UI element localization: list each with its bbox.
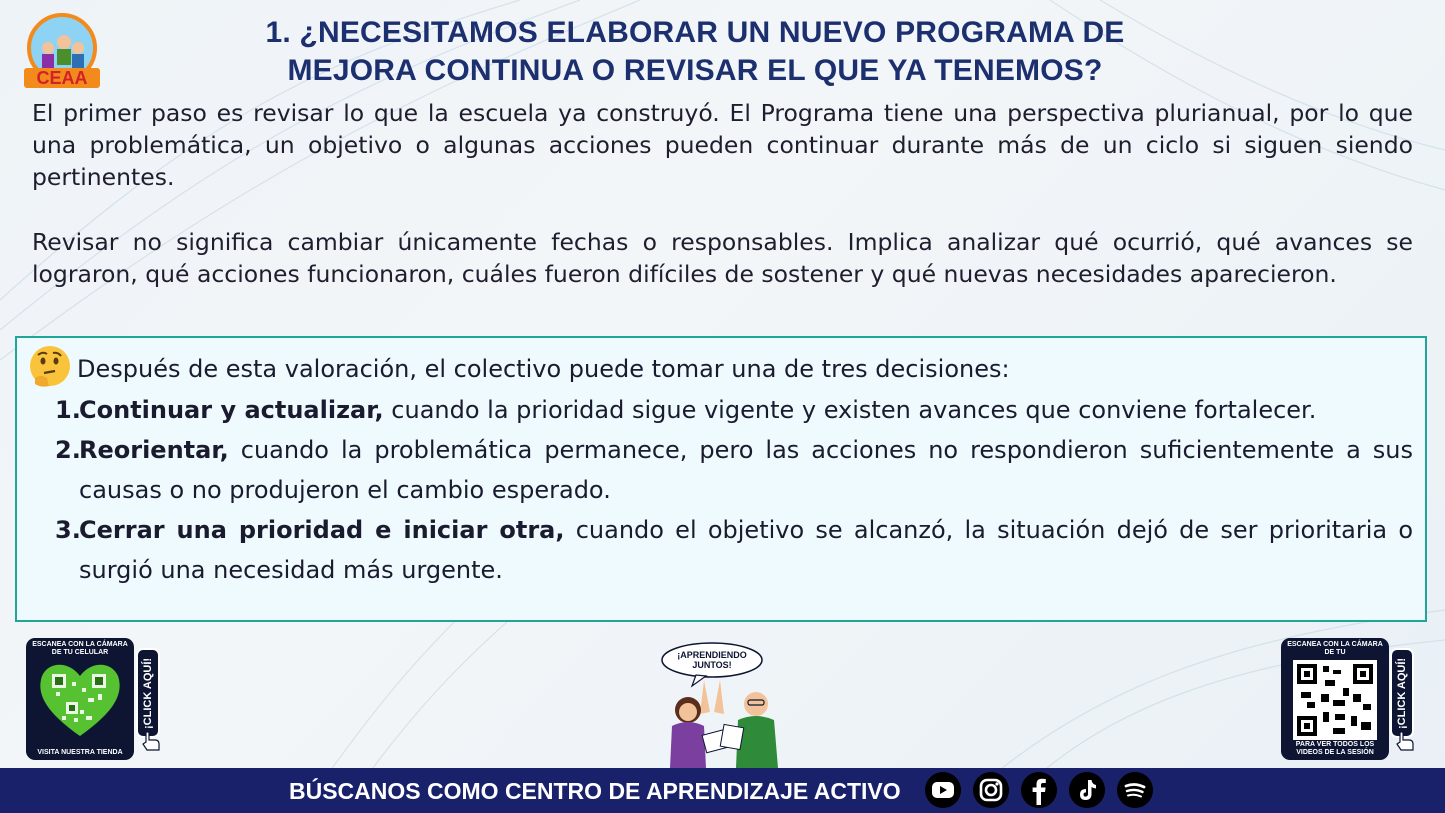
decision-text: [79, 390, 1413, 430]
mascot-bubble-line: ¡APRENDIENDO: [677, 650, 747, 660]
decision-description: cuando la prioridad sigue vigente y existen avances que conviene fortalecer.: [383, 396, 1317, 424]
decisions-list: [55, 390, 1413, 590]
title-line-2: MEJORA CONTINUA O REVISAR EL QUE YA TENEMOS?: [287, 54, 1103, 87]
facebook-icon[interactable]: [1021, 772, 1057, 808]
qr-right-caption-top: ESCANEA CON LA CÁMARA DE TU: [1287, 641, 1383, 656]
qr-right-caption-bottom: PARA VER TODOS LOS VIDEOS DE LA SESIÓN: [1295, 741, 1375, 756]
mascot-bubble-line: JUNTOS!: [692, 660, 732, 670]
decision-item: [55, 430, 1413, 510]
footer-bar: [0, 768, 1445, 813]
decision-description: cuando la problemática permanece, pero las acciones no respondieron suficientemente a sus causas o no produjeron el cambio esperado.: [79, 436, 1413, 504]
decision-title: Continuar y actualizar,: [79, 396, 384, 424]
title-line-1: 1. ¿NECESITAMOS ELABORAR UN NUEVO PROGRAMA DE: [265, 16, 1125, 49]
videos-qr-card[interactable]: [1281, 638, 1389, 760]
pointing-hand-icon: [1394, 730, 1416, 752]
decision-title: Reorientar,: [79, 436, 229, 464]
qr-code[interactable]: [1293, 660, 1377, 740]
decision-item: [55, 510, 1413, 590]
ceaa-logo: [18, 12, 106, 92]
footer-text: BÚSCANOS COMO CENTRO DE APRENDIZAJE ACTIVO: [289, 778, 901, 804]
decision-number: 2.: [55, 436, 81, 464]
qr-left-caption-bottom: VISITA NUESTRA TIENDA: [37, 749, 123, 756]
pointing-hand-icon: [140, 730, 162, 752]
page-title: [200, 14, 1190, 90]
decision-item: [55, 390, 1413, 430]
decisions-box: [15, 336, 1427, 622]
decisions-intro: Después de esta valoración, el colectivo puede tomar una de tres decisiones:: [77, 355, 1010, 383]
decision-number: 1.: [55, 396, 81, 424]
heart-qr-code[interactable]: [36, 658, 124, 740]
mascot-illustration: [660, 640, 790, 768]
paragraph-2: Revisar no significa cambiar únicamente fechas o responsables. Implica analizar qué ocurrió, qué avances se lograron, qué acciones funcionaron, cuáles fueron difíciles de sostener y qué nuevas necesidades aparecieron.: [32, 228, 1413, 288]
decision-text: [79, 510, 1413, 590]
store-qr-card[interactable]: [26, 638, 134, 760]
qr-left-caption-top: ESCANEA CON LA CÁMARA DE TU CELULAR: [32, 641, 128, 656]
paragraph-1: El primer paso es revisar lo que la escuela ya construyó. El Programa tiene una perspectiva plurianual, por lo que una problemática, un objetivo o algunas acciones pueden continuar durante más de un ciclo si siguen siendo pertinentes.: [32, 99, 1413, 191]
thinking-face-icon: [27, 344, 73, 390]
click-here-button-left[interactable]: ¡CLICK AQUÍ!: [136, 648, 160, 738]
click-here-button-right[interactable]: ¡CLICK AQUÍ!: [1390, 648, 1414, 738]
spotify-icon[interactable]: [1117, 772, 1153, 808]
instagram-icon[interactable]: [973, 772, 1009, 808]
decision-description: cuando el objetivo se alcanzó, la situación dejó de ser prioritaria o surgió una necesidad más urgente.: [79, 516, 1414, 584]
decision-title: Cerrar una prioridad e iniciar otra,: [79, 516, 565, 544]
logo-text: CEAA: [36, 68, 88, 88]
decision-number: 3.: [55, 516, 81, 544]
tiktok-icon[interactable]: [1069, 772, 1105, 808]
decision-text: [79, 430, 1413, 510]
youtube-icon[interactable]: [925, 772, 961, 808]
